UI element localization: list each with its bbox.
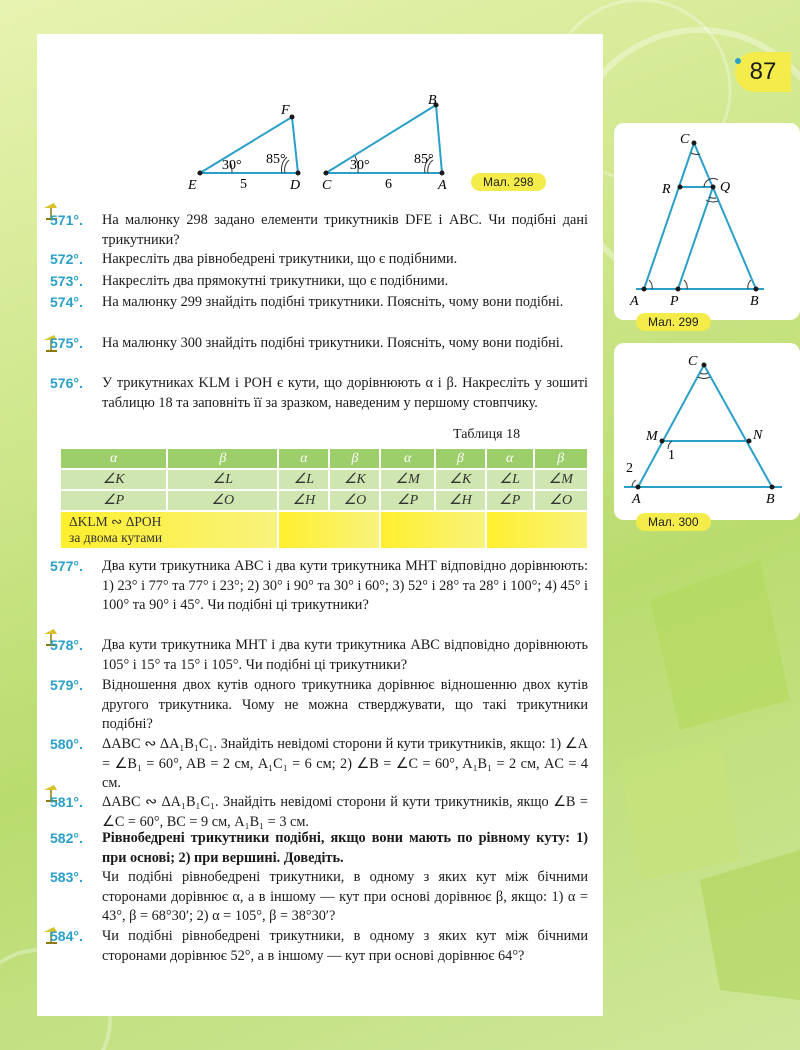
fig298-vertex-b: B (428, 95, 437, 108)
fig300-label: Мал. 300 (636, 513, 711, 531)
figure-300 (614, 343, 800, 513)
problem-574: 574°. На малюнку 299 знайдіть подібні трикутники. Поясніть, чому вони подібні. (50, 294, 564, 310)
problem-571: 571°. На малюнку 298 задано елементи трикутників DFE і ABC. Чи подібні дані трикутники? (50, 212, 588, 248)
fig300-point-n: N (753, 428, 763, 443)
fig299-point-a: A (630, 294, 639, 309)
fig300-point-m: M (646, 429, 658, 444)
table-18 (59, 447, 589, 550)
fig300-point-c: C (688, 354, 698, 369)
table18-caption: Таблиця 18 (453, 427, 521, 442)
table-row: ∠K ∠L ∠L ∠K ∠M ∠K ∠L ∠M (61, 470, 587, 489)
fig298-vertex-f: F (281, 103, 290, 118)
problem-572: 572°. Накресліть два рівнобедрені трикутники, що є подібними. (50, 251, 458, 267)
fig298-side-ca: 6 (385, 177, 392, 192)
fig298-vertex-a: A (438, 178, 447, 193)
fig300-angle-2: 2 (626, 461, 633, 476)
fig299-label: Мал. 299 (636, 313, 711, 331)
problem-584: 584°. Чи подібні рівнобедрені трикутники, в одному з яких кут між бічними сторонами дорівнює 52°, а в іншому — кут при основі дорівнює 64°? (50, 928, 588, 964)
problem-578: 578°. Два кути трикутника MHT і два кути трикутника ABC відповідно дорівнюють 105° і 15° та 15° і 105°. Чи подібні ці трикутники? (50, 637, 588, 673)
problem-576: 576°. У трикутниках KLM і POH є кути, що дорівнюють α і β. Накресліть у зошиті таблицю 18 та заповніть її за зразком, наведеним у першому стовпчику. (50, 375, 588, 411)
fig299-point-p: P (670, 294, 679, 309)
figure-298 (180, 95, 470, 195)
problem-579: 579°. Відношення двох кутів одного трикутника дорівнює відношенню двох кутів другого трикутника. Чому не можна стверджувати, що такі трикутники подібні? (50, 677, 588, 732)
fig298-vertex-d: D (290, 178, 301, 193)
problem-580: 580°. ΔABC ∾ ΔA₁B₁C₁. Знайдіть невідомі сторони й кути трикутників, якщо: 1) ∠A = ∠B₁ = 60°, AB = 2 см, A₁C₁ = 6 см; 2) ∠B = ∠C = 60°, A₁B₁ = 2 см, AC = 4 см. (50, 736, 588, 791)
problem-582: 582°. Рівнобедрені трикутники подібні, якщо вони мають по рівному куту: 1) при основі; 2) при вершині. Доведіть. (50, 830, 588, 866)
fig299-point-q: Q (720, 180, 731, 195)
fig298-side-ed: 5 (240, 177, 247, 192)
table-row (61, 512, 587, 548)
fig299-point-c: C (680, 132, 690, 147)
fig298-angle-e: 30° (222, 158, 242, 173)
fig300-angle-1: 1 (668, 448, 675, 463)
fig298-angle-a: 85° (414, 152, 434, 167)
problem-573: 573°. Накресліть два прямокутні трикутники, що є подібними. (50, 273, 449, 289)
problem-581: 581°. ΔABC ∾ ΔA₁B₁C₁. Знайдіть невідомі сторони й кути трикутників, якщо ∠B = ∠C = 60°, BC = 9 см, A₁B₁ = 3 см. (50, 794, 588, 830)
fig298-vertex-e: E (188, 178, 197, 193)
page-number-dot (735, 58, 741, 64)
fig300-point-b: B (766, 492, 775, 507)
problem-583: 583°. Чи подібні рівнобедрені трикутники, в одному з яких кут між бічними сторонами дорівнює α, а в іншому — кут при основі дорівнює β, якщо: 1) α = 43°, β = 68°30′; 2) α = 105°, β = 38°30′? (50, 869, 588, 924)
fig298-label: Мал. 298 (471, 173, 546, 191)
fig300-point-a: A (632, 492, 641, 507)
table-row: ∠P ∠O ∠H ∠O ∠P ∠H ∠P ∠O (61, 491, 587, 510)
fig298-angle-d: 85° (266, 152, 286, 167)
table18-sample-cell: ΔKLM ∾ ΔPOH за двома кутами (61, 512, 277, 548)
fig299-point-b: B (750, 294, 759, 309)
table-row: α β α β α β α β (61, 449, 587, 468)
fig298-angle-c: 30° (350, 158, 370, 173)
fig299-point-r: R (662, 182, 671, 197)
fig298-vertex-c: C (322, 178, 332, 193)
figure-299 (614, 123, 800, 313)
page-number: 87 (735, 52, 791, 92)
problem-575: 575°. На малюнку 300 знайдіть подібні трикутники. Поясніть, чому вони подібні. (50, 335, 564, 351)
problem-577: 577°. Два кути трикутника ABC і два кути трикутника MHT відповідно дорівнюють: 1) 23° і 77° та 77° і 23°; 2) 30° і 90° та 30° і 60°; 3) 52° і 28° та 28° і 100°; 4) 45° і 100° та 90° і 45°. Чи подібні ці трикутники? (50, 558, 588, 613)
